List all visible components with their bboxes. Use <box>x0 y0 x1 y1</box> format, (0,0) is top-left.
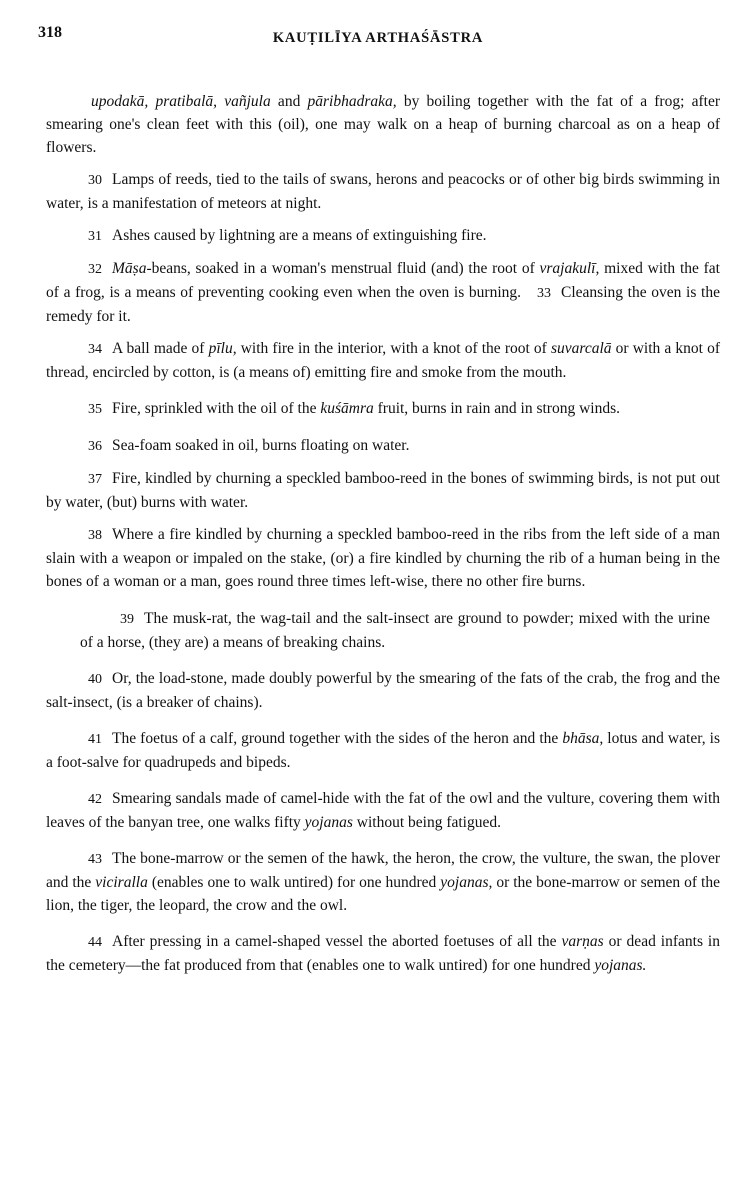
term: bhāsa, <box>562 730 604 747</box>
term: yojanas <box>304 814 353 831</box>
verse-number: 30 <box>88 173 102 188</box>
verse-number: 33 <box>537 286 552 301</box>
term: suvarcalā <box>550 340 612 357</box>
running-title: KAUṬILĪYA ARTHAŚĀSTRA <box>272 30 484 46</box>
verse-number: 41 <box>88 732 102 747</box>
text: without being fatigued. <box>352 814 501 831</box>
verse-32 <box>46 257 720 328</box>
term: varṇas <box>561 933 604 950</box>
verse-number: 31 <box>88 229 102 244</box>
text: or dead infants in the cemetery—the fat produced from that (enables one to walk untired) for one hundred <box>46 933 720 974</box>
verse-text: Ashes caused by lightning are a means of extinguishing fire. <box>112 227 487 244</box>
verse-43 <box>46 847 720 917</box>
verse-36 <box>46 434 720 458</box>
term: Māṣa <box>112 260 147 277</box>
verse-number: 35 <box>88 402 102 417</box>
verse-40 <box>46 667 720 714</box>
verse-text: Lamps of reeds, tied to the tails of swans, herons and peacocks or of other big birds swimming in water, is a manifestation of meteors at night. <box>46 171 720 212</box>
page-body <box>46 90 720 986</box>
text: The foetus of a calf, ground together with the sides of the heron and the <box>112 730 563 747</box>
verse-number: 34 <box>88 342 102 357</box>
verse-39 <box>80 607 710 654</box>
verse-42 <box>46 787 720 834</box>
text: A ball made of <box>112 340 209 357</box>
text: or the bone-marrow or semen of the lion, the tiger, the leopard, the crow and the owl. <box>46 874 720 914</box>
verse-38 <box>46 523 720 593</box>
verse-text: Fire, kindled by churning a speckled bamboo-reed in the bones of swimming birds, is not put out by water, (but) burns with water. <box>46 470 720 511</box>
text: Fire, sprinkled with the oil of the <box>112 400 321 417</box>
text: by boiling together with the fat of a frog; after smearing one's clean feet with this (oil), one may walk on a heap of burning charcoal as on a heap of flowers. <box>46 93 720 156</box>
term: yojanas. <box>594 957 647 974</box>
text: with fire in the interior, with a knot of the root of <box>236 340 551 357</box>
verse-number: 37 <box>88 472 102 487</box>
page-header <box>38 24 718 50</box>
text: or with a knot of thread, encircled by cotton, is (a means of) emitting fire and smoke from the mouth. <box>46 340 721 381</box>
term: yojanas, <box>440 874 493 891</box>
term: vrajakulī, <box>539 260 600 277</box>
text: After pressing in a camel-shaped vessel the aborted foetuses of all the <box>112 933 562 950</box>
verse-41 <box>46 727 720 774</box>
verse-text: Sea-foam soaked in oil, burns floating on water. <box>112 437 410 454</box>
verse-number: 39 <box>120 612 134 627</box>
term: pīlu, <box>208 340 237 357</box>
verse-text: Cleansing the oven is the remedy for it. <box>46 284 720 325</box>
verse-number: 43 <box>88 852 102 867</box>
verse-34 <box>46 337 720 384</box>
verse-text: The musk-rat, the wag-tail and the salt-insect are ground to powder; mixed with the urine of a horse, (they are) a means of breaking chains. <box>80 610 710 651</box>
verse-number: 38 <box>88 528 102 543</box>
verse-35 <box>46 397 720 421</box>
text: Smearing sandals made of camel-hide with the fat of the owl and the vulture, covering them with leaves of the banyan tree, one walks fifty <box>46 790 720 831</box>
paragraph-continued <box>46 90 720 159</box>
term: kuśāmra <box>320 400 374 417</box>
verse-37 <box>46 467 720 514</box>
page-number: 318 <box>38 24 62 41</box>
verse-number: 36 <box>88 439 102 454</box>
verse-number: 44 <box>88 935 102 950</box>
text: and <box>270 93 308 110</box>
text: fruit, burns in rain and in strong winds. <box>373 400 621 417</box>
text: (enables one to walk untired) for one hundred <box>147 874 441 891</box>
verse-number: 32 <box>88 262 102 277</box>
verse-number: 40 <box>88 672 102 687</box>
text: The bone-marrow or the semen of the hawk, the heron, the crow, the vulture, the swan, the plover and the <box>46 850 720 891</box>
verse-text: Or, the load-stone, made doubly powerful by the smearing of the fats of the crab, the frog and the salt-insect, (is a breaker of chains). <box>46 670 720 711</box>
verse-44 <box>46 930 720 977</box>
term: upodakā, pratibalā, vañjula <box>91 93 271 110</box>
verse-number: 42 <box>88 792 102 807</box>
verse-text: Where a fire kindled by churning a speckled bamboo-reed in the ribs from the left side of a man slain with a weapon or impaled on the stake, (or) a fire kindled by churning the rib of a human being in the bones of a woman or a man, goes round three times left-wise, there no other fire burns. <box>46 526 720 590</box>
text: lotus and water, is a foot-salve for quadrupeds and bipeds. <box>46 730 721 771</box>
text: -beans, soaked in a woman's menstrual fluid (and) the root of <box>146 260 540 277</box>
term: pāribhadraka, <box>307 93 397 110</box>
text: mixed with the fat of a frog, is a means of preventing cooking even when the oven is burning. <box>46 260 720 301</box>
verse-31 <box>46 224 720 248</box>
verse-30 <box>46 168 720 215</box>
term: viciralla <box>95 874 148 891</box>
